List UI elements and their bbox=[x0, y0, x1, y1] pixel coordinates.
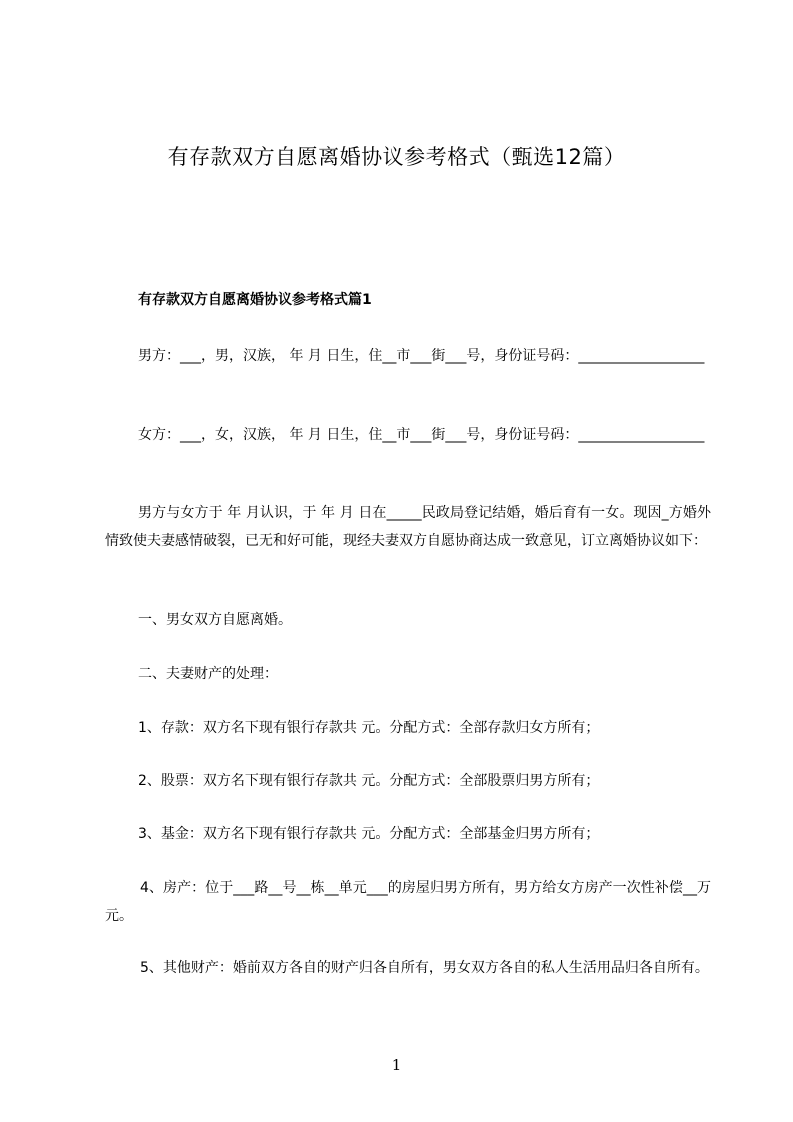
paragraph-deposits: 1、存款：双方名下现有银行存款共 元。分配方式：全部存款归女方所有； bbox=[138, 720, 600, 736]
paragraph-other-property: 5、其他财产：婚前双方各自的财产归各自所有，男女双方各自的私人生活用品归各自所有。 bbox=[140, 960, 709, 976]
paragraph-clause-2: 二、夫妻财产的处理： bbox=[138, 666, 278, 682]
paragraph-funds: 3、基金：双方名下现有银行存款共 元。分配方式：全部基金归男方所有； bbox=[138, 826, 600, 842]
paragraph-male-party: 男方：___，男，汉族， 年 月 日生，住__市___街___号，身份证号码：__________________ bbox=[138, 348, 705, 364]
section-title: 有存款双方自愿离婚协议参考格式篇1 bbox=[138, 292, 372, 308]
paragraph-marriage-background: 男方与女方于 年 月认识，于 年 月 日在_____民政局登记结婚，婚后育有一女。现因_方婚外情致使夫妻感情破裂，已无和好可能，现经夫妻双方自愿协商达成一致意见，订立离婚协议如下： bbox=[105, 505, 711, 549]
document-title: 有存款双方自愿离婚协议参考格式（甄选12篇） bbox=[167, 145, 626, 169]
paragraph-stocks: 2、股票：双方名下现有银行存款共 元。分配方式：全部股票归男方所有； bbox=[138, 773, 600, 789]
paragraph-real-estate: 4、房产：位于___路__号__栋__单元___的房屋归男方所有，男方给女方房产一次性补偿__万元。 bbox=[105, 880, 711, 924]
paragraph-clause-1: 一、男女双方自愿离婚。 bbox=[138, 612, 292, 628]
paragraph-female-party: 女方：___，女，汉族， 年 月 日生，住__市___街___号，身份证号码：__________________ bbox=[138, 427, 705, 443]
page-number: 1 bbox=[391, 1056, 402, 1074]
